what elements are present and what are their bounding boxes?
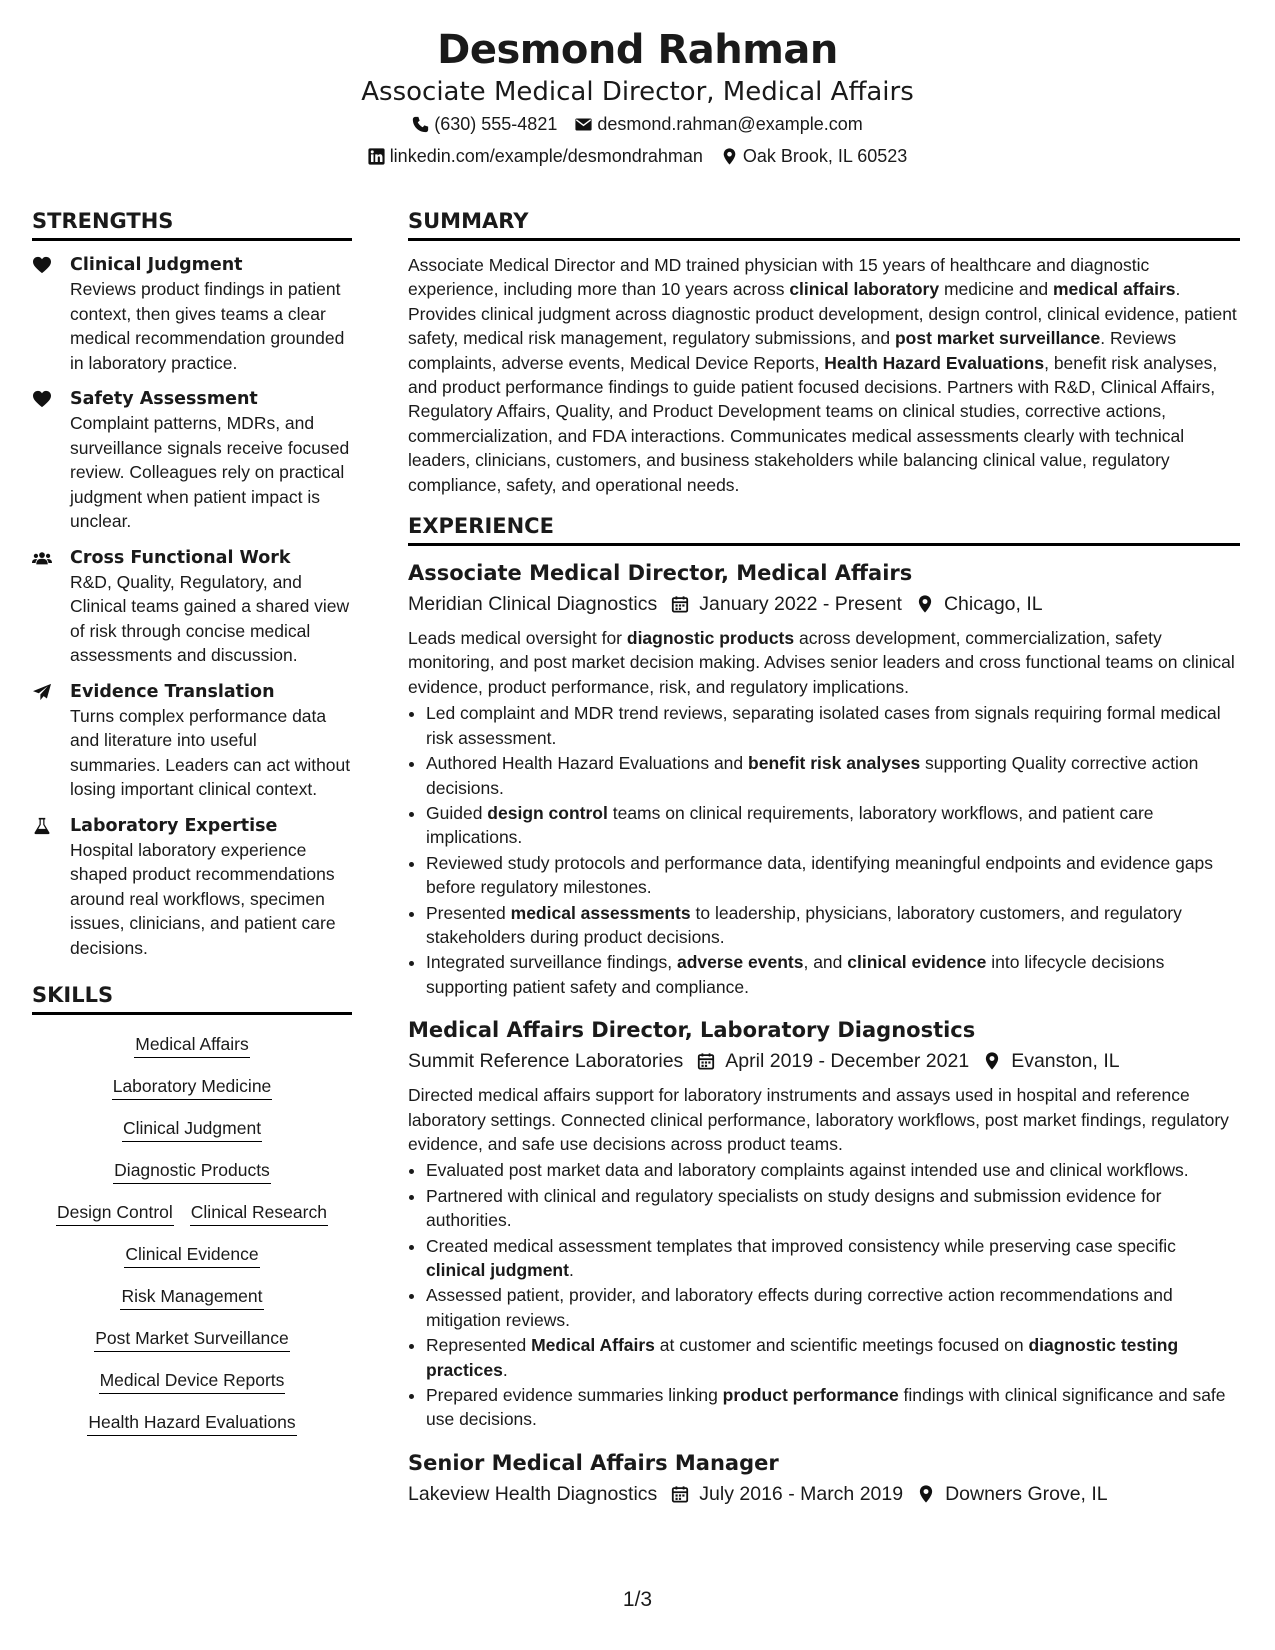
bullet-item: • Presented medical assessments to leadership, physicians, laboratory customers, and regulatory stakeholders during product decisions. [426,901,1240,950]
phone-icon [412,116,429,133]
contact-row-1 [0,108,1275,140]
skill-tag: Clinical Research [190,1199,328,1226]
job-location: Downers Grove, IL [945,1482,1108,1505]
strength-desc: Turns complex performance data and literature into useful summaries. Leaders can act without losing important clinical context. [70,705,351,799]
job-meta [408,1045,1240,1077]
skills-list [32,1027,352,1436]
job-description: Leads medical oversight for diagnostic products across development, commercialization, safety monitoring, and post market decision making. Advises senior leaders and cross functional teams on clinical evidence, product performance, risk, and regulatory implications. [408,628,1235,697]
map-pin-icon [983,1052,1001,1070]
bullet-item: • Guided design control teams on clinical requirements, laboratory workflows, and patient care implications. [426,801,1240,850]
bullet-item: • Authored Health Hazard Evaluations and benefit risk analyses supporting Quality corrective action decisions. [426,751,1240,800]
job-meta [408,1478,1240,1510]
contact-row-2 [0,140,1275,172]
summary-text: Associate Medical Director and MD trained physician with 15 years of healthcare and diagnostic experience, including more than 10 years across clinical laboratory medicine and medical affairs. Provides clinical judgment across diagnostic product development, design control, clinical evidence, patient safety, medical risk management, regulatory submissions, and post market surveillance. Reviews complaints, adverse events, Medical Device Reports, Health Hazard Evaluations, benefit risk analyses, and product performance findings to guide patient focused decisions. Partners with R&D, Clinical Affairs, Regulatory Affairs, Quality, and Product Development teams on clinical studies, corrective actions, commercialization, and FDA interactions. Communicates medical assessments clearly with technical leaders, clinicians, customers, and business stakeholders while balancing clinical value, regulatory compliance, safety, and operational needs. [408,255,1237,495]
bold-text: benefit risk analyses [748,753,921,774]
skill-tag: Diagnostic Products [113,1157,271,1184]
bold-text: Health Hazard Evaluations [824,352,1045,373]
strength-desc: Complaint patterns, MDRs, and surveillance signals receive focused review. Colleagues rely on practical judgment when patient impact is unclear. [70,413,350,531]
strength-item [32,387,352,534]
job-dates: April 2019 - December 2021 [725,1050,970,1073]
email-contact[interactable] [575,108,862,140]
experience-heading: EXPERIENCE [408,511,1240,546]
linkedin-text: linkedin.com/example/desmondrahman [389,146,703,166]
bold-text: post market surveillance [894,328,1101,349]
heart-icon [32,256,52,274]
skill-tag: Clinical Judgment [122,1115,262,1142]
candidate-title: Associate Medical Director, Medical Affairs [361,77,914,107]
phone-text: (630) 555-4821 [434,114,558,134]
bullet-item: • Evaluated post market data and laboratory complaints against intended use and clinical workflows. [426,1158,1240,1182]
paper-plane-icon [32,683,52,701]
job-bullets [408,701,1240,999]
heart-icon [32,390,52,408]
strength-item [32,253,352,375]
skill-tag: Risk Management [120,1283,263,1310]
bullet-item: • Created medical assessment templates that improved consistency while preserving case specific clinical judgment. [426,1234,1240,1283]
job-title: Associate Medical Director, Medical Affairs [408,561,913,586]
candidate-name: Desmond Rahman [437,27,838,73]
bold-text: medical assessments [510,902,691,923]
strength-title: Evidence Translation [70,681,275,702]
bold-text: medical affairs [1052,279,1176,300]
strength-title: Laboratory Expertise [70,815,278,836]
calendar-icon [697,1052,715,1070]
summary-heading: SUMMARY [408,206,1240,241]
strength-title: Cross Functional Work [70,547,291,568]
right-column [408,206,1240,1516]
phone-contact [412,108,557,140]
bold-text: design control [487,802,608,823]
bullet-item: • Assessed patient, provider, and laboratory effects during corrective action recommendations and mitigation reviews. [426,1283,1240,1332]
bold-text: Medical Affairs [531,1335,655,1356]
bullet-item: • Reviewed study protocols and performance data, identifying meaningful endpoints and evidence gaps before regulatory milestones. [426,851,1240,900]
resume-header [0,0,1275,172]
skill-tag: Medical Device Reports [99,1367,286,1394]
skill-tag: Laboratory Medicine [112,1073,273,1100]
bullet-item: • Represented Medical Affairs at customer and scientific meetings focused on diagnostic testing practices. [426,1333,1240,1382]
map-pin-icon [721,148,738,165]
left-column [32,206,352,1451]
bullet-item: • Prepared evidence summaries linking product performance findings with clinical significance and safe use decisions. [426,1383,1240,1432]
bold-text: diagnostic products [626,628,795,649]
strength-item [32,546,352,668]
job-entry [408,558,1240,999]
job-entry [408,1015,1240,1432]
strength-desc: R&D, Quality, Regulatory, and Clinical teams gained a shared view of risk through concise medical assessments and discussion. [70,571,350,665]
calendar-icon [671,1485,689,1503]
bullet-item: • Partnered with clinical and regulatory specialists on study designs and submission evidence for authorities. [426,1184,1240,1233]
strength-title: Safety Assessment [70,389,258,409]
strengths-heading: STRENGTHS [32,206,352,241]
skill-tag: Medical Affairs [134,1031,249,1058]
skill-tag: Health Hazard Evaluations [87,1409,296,1436]
envelope-icon [575,116,592,133]
bold-text: clinical evidence [847,952,987,973]
skill-tag: Clinical Evidence [124,1241,259,1268]
location-contact [721,140,907,172]
users-icon [32,549,52,567]
flask-icon [32,817,52,835]
skills-heading: SKILLS [32,980,352,1015]
page-number: 1/3 [622,1588,653,1611]
linkedin-icon [368,148,385,165]
strength-item [32,814,352,961]
strength-desc: Reviews product findings in patient context, then gives teams a clear medical recommendation grounded in laboratory practice. [70,279,345,373]
job-description: Directed medical affairs support for laboratory instruments and assays used in hospital and reference laboratory settings. Connected clinical performance, laboratory workflows, post market findings, regulatory evidence, and safe use decisions across product teams. [408,1085,1229,1154]
bullet-item: • Led complaint and MDR trend reviews, separating isolated cases from signals requiring formal medical risk assessment. [426,701,1240,750]
strength-title: Clinical Judgment [70,255,243,275]
job-dates: January 2022 - Present [699,593,902,616]
job-meta [408,588,1240,620]
bold-text: diagnostic testing practices [426,1335,1179,1380]
job-bullets [408,1158,1240,1431]
job-company: Lakeview Health Diagnostics [408,1482,658,1505]
bold-text: clinical judgment [426,1260,569,1280]
location-text: Oak Brook, IL 60523 [742,146,908,166]
skill-tag: Design Control [56,1199,174,1226]
job-dates: July 2016 - March 2019 [699,1482,904,1505]
job-location: Chicago, IL [943,593,1043,616]
email-text: desmond.rahman@example.com [597,114,863,134]
job-title: Senior Medical Affairs Manager [408,1450,779,1475]
calendar-icon [671,595,689,613]
linkedin-contact[interactable] [368,140,703,172]
job-company: Meridian Clinical Diagnostics [408,593,658,616]
map-pin-icon [916,595,934,613]
bold-text: product performance [722,1385,899,1406]
strength-desc: Hospital laboratory experience shaped product recommendations around real workflows, specimen issues, clinicians, and patient care decisions. [70,839,336,958]
bold-text: clinical laboratory [789,279,940,300]
bullet-item: • Integrated surveillance findings, adverse events, and clinical evidence into lifecycle decisions supporting patient safety and compliance. [426,950,1240,999]
strength-item [32,680,352,802]
strengths-list [32,253,352,960]
map-pin-icon [917,1485,935,1503]
job-location: Evanston, IL [1011,1050,1120,1073]
bold-text: adverse events [676,952,804,973]
job-title: Medical Affairs Director, Laboratory Diagnostics [408,1018,976,1043]
job-entry [408,1448,1240,1510]
job-company: Summit Reference Laboratories [408,1050,684,1073]
skill-tag: Post Market Surveillance [94,1325,290,1352]
